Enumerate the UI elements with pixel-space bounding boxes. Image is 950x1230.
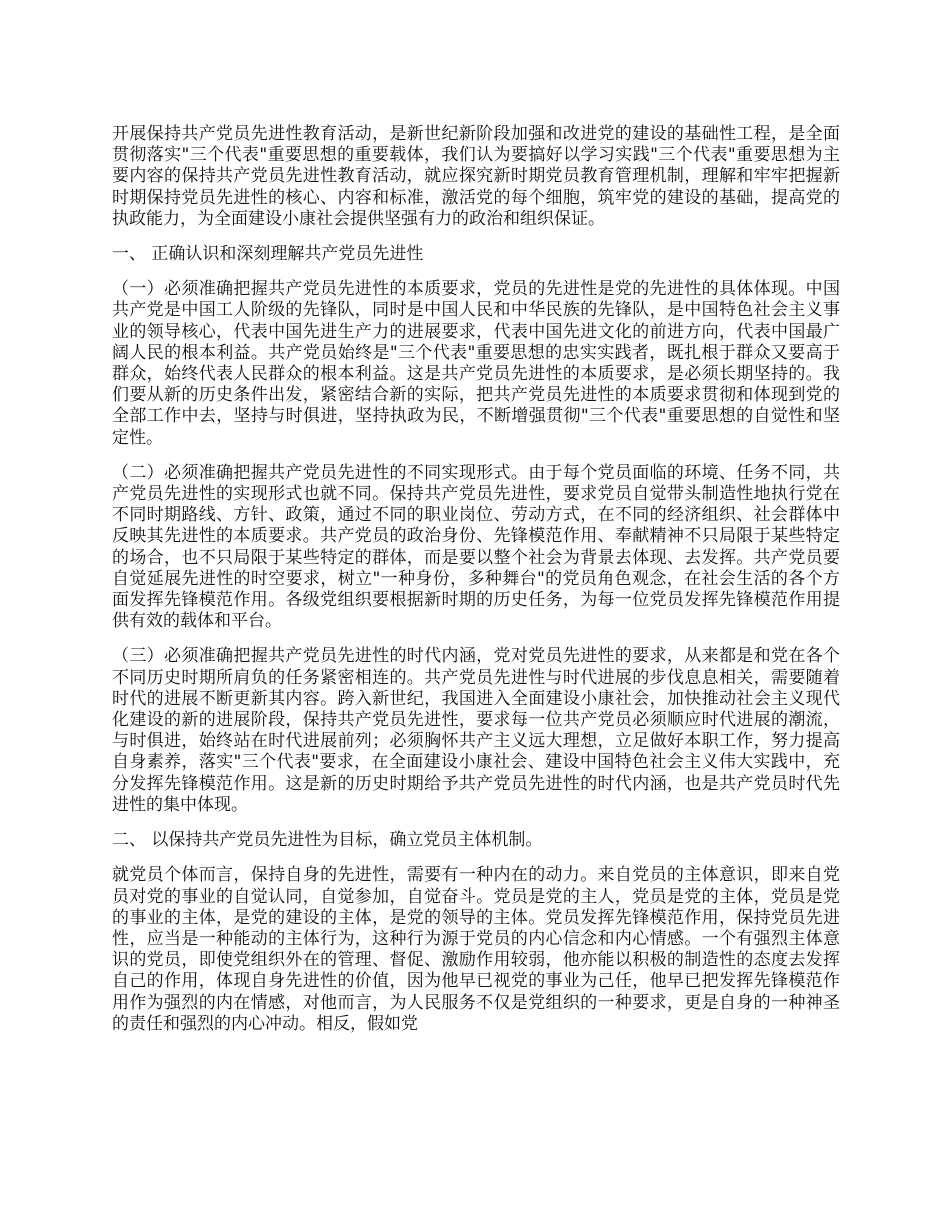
paragraph-1-3: （三）必须准确把握共产党员先进性的时代内涵，党对党员先进性的要求，从来都是和党在各个不同历史时期所肩负的任务紧密相连的。共产党员先进性与时代进展的步伐息息相关，需要随着时代的进展不断更新其内容。跨入新世纪，我国进入全面建设小康社会，加快推动社会主义现代化建设的新的进展阶段，保持共产党员先进性，要求每一位共产党员必须顺应时代进展的潮流，与时俱进，始终站在时代进展前列；必须胸怀共产主义远大理想，立足做好本职工作，努力提高自身素养，落实"三个代表"要求，在全面建设小康社会、建设中国特色社会主义伟大实践中，充分发挥先锋模范作用。这是新的历史时期给予共产党员先进性的时代内涵，也是共产党员时代先进性的集中体现。: [112, 646, 840, 815]
document-page: [112, 124, 840, 1049]
paragraph-1-1: （一）必须准确把握共产党员先进性的本质要求，党员的先进性是党的先进性的具体体现。中国共产党是中国工人阶级的先锋队，同时是中国人民和中华民族的先锋队，是中国特色社会主义事业的领导核心，代表中国先进生产力的进展要求，代表中国先进文化的前进方向，代表中国最广阔人民的根本利益。共产党员始终是"三个代表"重要思想的忠实实践者，既扎根于群众又要高于群众，始终代表人民群众的根本利益。这是共产党员先进性的本质要求，是必须长期坚持的。我们要从新的历史条件出发，紧密结合新的实际，把共产党员先进性的本质要求贯彻和体现到党的全部工作中去，坚持与时俱进，坚持执政为民，不断增强贯彻"三个代表"重要思想的自觉性和坚定性。: [112, 279, 840, 448]
section-heading-2: 二、 以保持共产党员先进性为目标，确立党员主体机制。: [112, 830, 543, 851]
section-heading-1: 一、 正确认识和深刻理解共产党员先进性: [112, 244, 424, 265]
paragraph-2-1: 就党员个体而言，保持自身的先进性，需要有一种内在的动力。来自党员的主体意识，即来自党员对党的事业的自觉认同，自觉参加，自觉奋斗。党员是党的主人，党员是党的主体，党员是党的事业的主体，是党的建设的主体，是党的领导的主体。党员发挥先锋模范作用，保持党员先进性，应当是一种能动的主体行为，这种行为源于党员的内心信念和内心情感。一个有强烈主体意识的党员，即使党组织外在的管理、督促、激励作用较弱，他亦能以积极的制造性的态度去发挥自己的作用，体现自身先进性的价值，因为他早已视党的事业为己任，他早已把发挥先锋模范作用作为强烈的内在情感，对他而言，为人民服务不仅是党组织的一种要求，更是自身的一种神圣的责任和强烈的内心冲动。相反，假如党: [112, 865, 840, 1034]
paragraph-1-2: （二）必须准确把握共产党员先进性的不同实现形式。由于每个党员面临的环境、任务不同，共产党员先进性的实现形式也就不同。保持共产党员先进性，要求党员自觉带头制造性地执行党在不同时期路线、方针、政策，通过不同的职业岗位、劳动方式，在不同的经济组织、社会群体中反映其先进性的本质要求。共产党员的政治身份、先锋模范作用、奉献精神不只局限于某些特定的场合，也不只局限于某些特定的群体，而是要以整个社会为背景去体现、去发挥。共产党员要自觉延展先进性的时空要求，树立"一种身份，多种舞台"的党员角色观念，在社会生活的各个方面发挥先锋模范作用。各级党组织要根据新时期的历史任务，为每一位党员发挥先锋模范作用提供有效的载体和平台。: [112, 462, 840, 632]
intro-paragraph: 开展保持共产党员先进性教育活动，是新世纪新阶段加强和改进党的建设的基础性工程，是全面贯彻落实"三个代表"重要思想的重要载体，我们认为要搞好以学习实践"三个代表"重要思想为主要内容的保持共产党员先进性教育活动，就应探究新时期党员教育管理机制，理解和牢牢把握新时期保持党员先进性的核心、内容和标准，激活党的每个细胞，筑牢党的建设的基础，提高党的执政能力，为全面建设小康社会提供坚强有力的政治和组织保证。: [112, 124, 840, 229]
